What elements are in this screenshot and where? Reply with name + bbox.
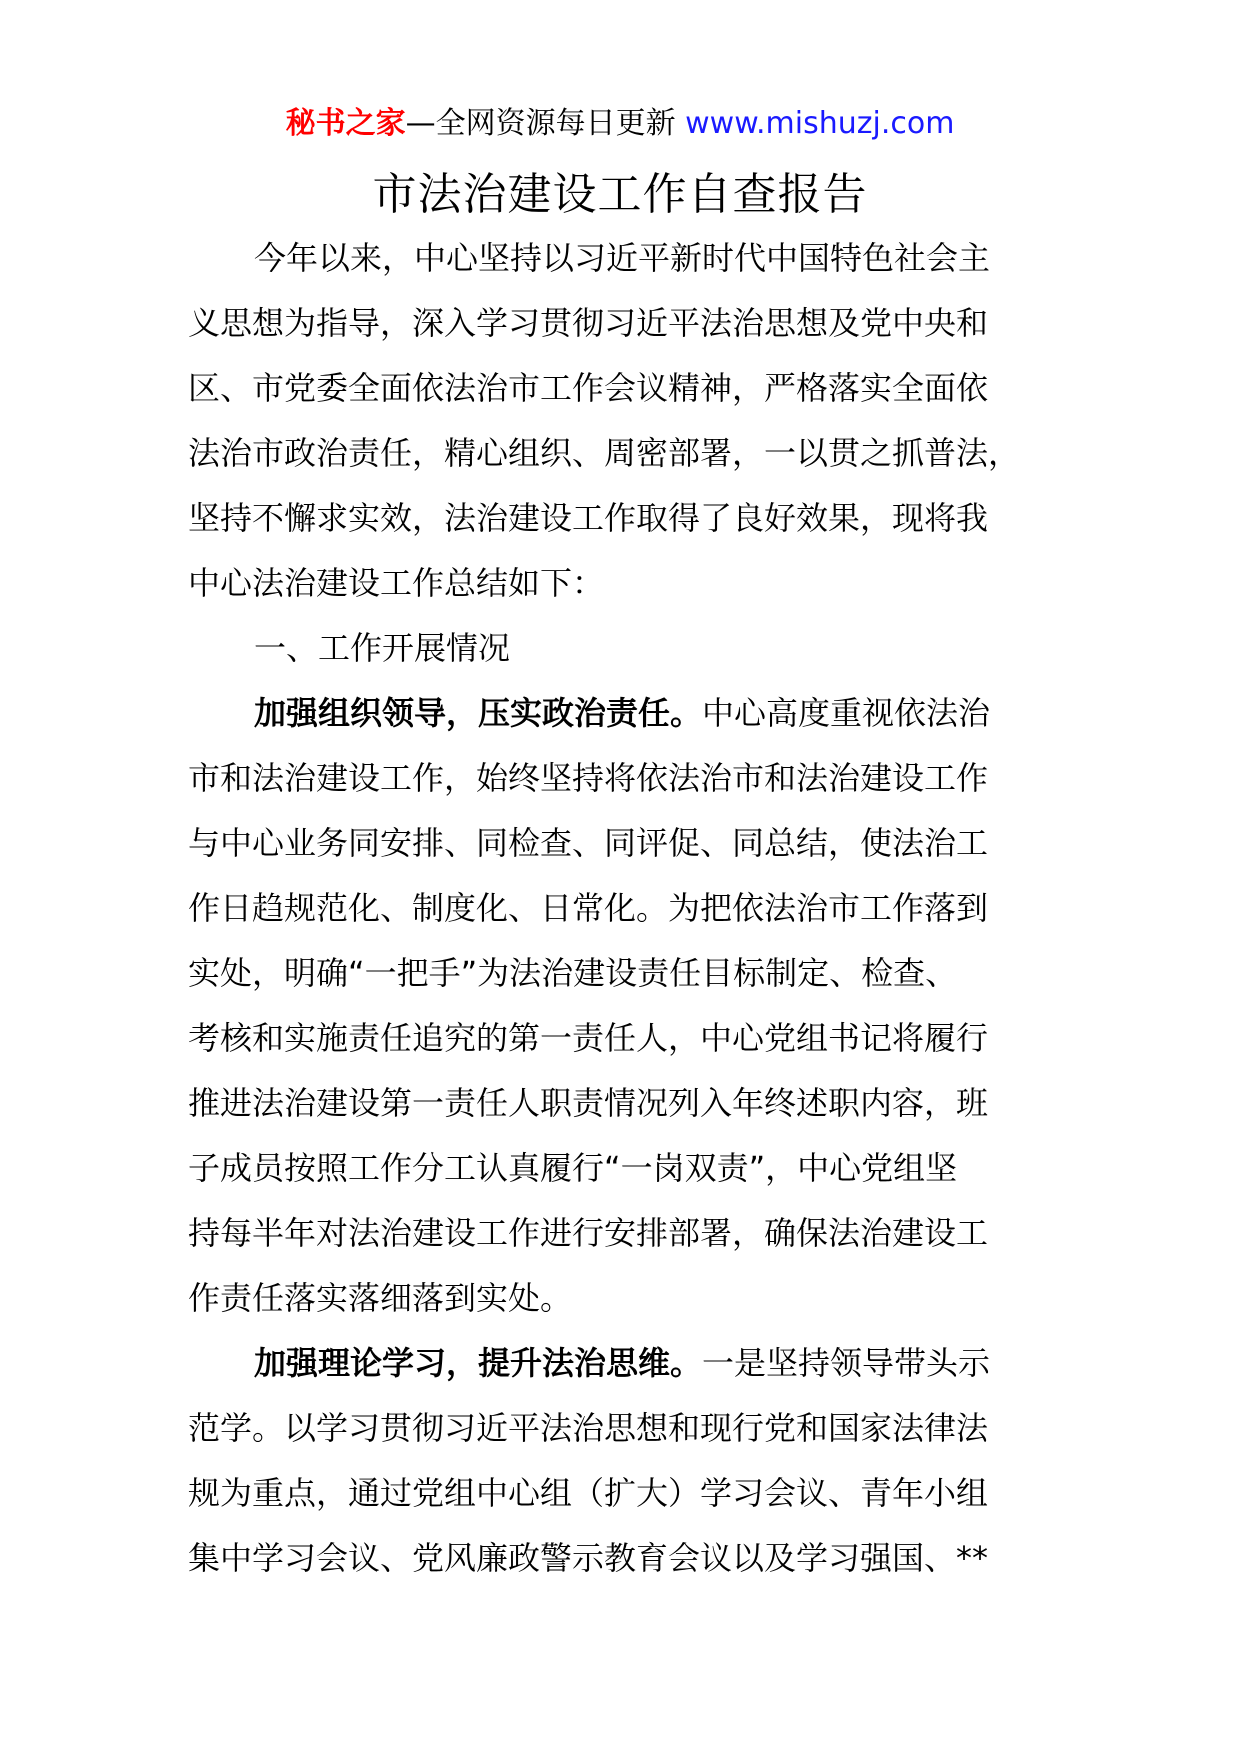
paragraph-line: 子成员按照工作分工认真履行“一岗双责”，中心党组坚 xyxy=(188,1149,958,1187)
paragraph-line: 加强理论学习，提升法治思维。一是坚持领导带头示 xyxy=(254,1344,991,1382)
paragraph-line: 作日趋规范化、制度化、日常化。为把依法治市工作落到 xyxy=(188,889,989,927)
paragraph-line: 加强组织领导，压实政治责任。中心高度重视依法治 xyxy=(254,694,991,732)
paragraph-line: 法治市政治责任，精心组织、周密部署，一以贯之抓普法， xyxy=(188,434,1021,472)
brand-name: 秘书之家 xyxy=(285,106,406,141)
paragraph-line: 坚持不懈求实效，法治建设工作取得了良好效果，现将我 xyxy=(188,499,989,537)
paragraph-line: 中心法治建设工作总结如下： xyxy=(188,564,605,602)
paragraph-line: 市和法治建设工作，始终坚持将依法治市和法治建设工作 xyxy=(188,759,989,797)
document-title: 市法治建设工作自查报告 xyxy=(372,169,868,220)
document-body xyxy=(188,226,1064,1591)
paragraph-line: 规为重点，通过党组中心组（扩大）学习会议、青年小组 xyxy=(188,1474,989,1512)
paragraph-lead-bold: 加强理论学习，提升法治思维。 xyxy=(254,1344,703,1382)
header-slogan: —全网资源每日更新 xyxy=(405,106,676,141)
site-header xyxy=(0,98,1240,150)
paragraph-line: 范学。以学习贯彻习近平法治思想和现行党和国家法律法 xyxy=(188,1409,989,1447)
paragraph-line: 与中心业务同安排、同检查、同评促、同总结，使法治工 xyxy=(188,824,989,862)
paragraph-line: 区、市党委全面依法治市工作会议精神，严格落实全面依 xyxy=(188,369,989,407)
paragraph-line: 考核和实施责任追究的第一责任人，中心党组书记将履行 xyxy=(188,1019,989,1057)
section-heading: 一、工作开展情况 xyxy=(254,629,511,667)
site-url-link[interactable]: www.mishuzj.com xyxy=(685,106,955,141)
paragraph-line: 持每半年对法治建设工作进行安排部署，确保法治建设工 xyxy=(188,1214,989,1252)
paragraph-line: 作责任落实落细落到实处。 xyxy=(188,1279,573,1317)
paragraph-lead-bold: 加强组织领导，压实政治责任。 xyxy=(254,694,703,732)
paragraph-line: 义思想为指导，深入学习贯彻习近平法治思想及党中央和 xyxy=(188,304,989,342)
paragraph-line: 推进法治建设第一责任人职责情况列入年终述职内容，班 xyxy=(188,1084,989,1122)
paragraph-line: 实处，明确“一把手”为法治建设责任目标制定、检查、 xyxy=(188,954,958,992)
paragraph-line: 今年以来，中心坚持以习近平新时代中国特色社会主 xyxy=(254,239,991,277)
paragraph-line: 集中学习会议、党风廉政警示教育会议以及学习强国、** xyxy=(188,1539,989,1577)
